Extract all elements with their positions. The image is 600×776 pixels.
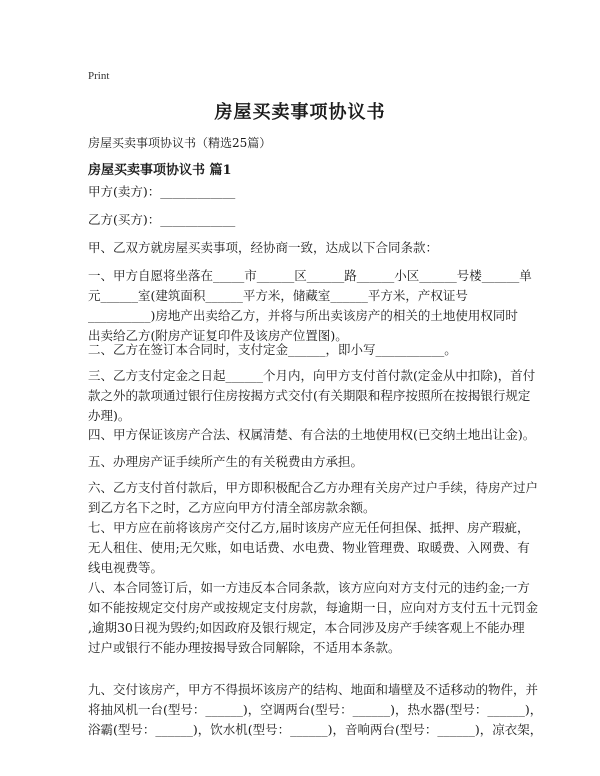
text-line: 出卖给乙方(附房产证复印件及该房产位置图)。 [88,328,348,343]
text-line: 将抽风机一台(型号：______)，空调两台(型号：______)，热水器(型号：______)， [88,702,543,717]
text-line: 五、办理房产证手续所产生的有关税费由方承担。 [88,454,364,469]
text-line: 七、甲方应在前将该房产交付乙方,届时该房产应无任何担保、抵押、房产瑕疵， [88,520,530,535]
text-line: 六、乙方支付首付款后，甲方即积极配合乙方办理有关房产过户手续，待房产过户 [88,480,539,495]
document-title: 房屋买卖事项协议书 [214,102,386,123]
text-line: 线电视费等。 [88,560,164,575]
text-line: 款之外的款项通过银行住房按揭方式交付(有关期限和程序按照所在按揭银行规定 [88,388,531,403]
text-line: 八、本合同签订后，如一方违反本合同条款，该方应向对方支付元的违约金;一方 [88,580,530,595]
text-line: 甲、乙双方就房屋买卖事项，经协商一致，达成以下合同条款： [88,240,439,255]
clause-7 [88,518,530,578]
text-line: 无人租住、使用;无欠账，如电话费、水电费、物业管理费、取暖费、入网费、有 [88,540,530,555]
text-line: 甲方(卖方)：____________ [88,184,236,199]
clause-5 [88,452,518,472]
clause-6 [88,478,539,518]
document-subtitle: 房屋买卖事项协议书（精选25篇） [88,136,272,150]
text-line: __________)房地产出卖给乙方，并将与所出卖该房产的相关的土地使用权同时 [88,308,518,323]
text-line: 如不能按规定交付房产或按规定支付房款，每逾期一日，应向对方支付五十元罚金 [88,600,539,615]
party-b-line [88,210,518,230]
text-line: 一、甲方自愿将坐落在_____市______区______路______小区______号楼______单 [88,268,532,283]
text-line: 元______室(建筑面积______平方米，储藏室______平方米，产权证号 [88,288,468,303]
text-line: 三、乙方支付定金之日起______个月内，向甲方支付首付款(定金从中扣除)，首付 [88,368,536,383]
clause-9 [88,680,543,740]
party-a-line [88,182,518,202]
clause-2 [88,340,518,360]
print-label: Print [88,70,110,82]
text-line: 浴霸(型号：______)，饮水机(型号：______)，音响两台(型号：______)，凉衣架， [88,722,543,737]
text-line: 乙方(买方)：____________ [88,212,236,227]
clause-8 [88,578,539,658]
clause-1 [88,266,532,346]
text-line: 二、乙方在签订本合同时，支付定金______，即小写___________。 [88,342,457,357]
text-line: 四、甲方保证该房产合法、权属清楚、有合法的土地使用权(已交纳土地出让金)。 [88,427,536,442]
text-line: 九、交付该房产，甲方不得损坏该房产的结构、地面和墙壁及不适移动的物件，并 [88,682,539,697]
intro-paragraph [88,238,518,258]
clause-3 [88,366,536,426]
section-title: 房屋买卖事项协议书 篇1 [88,163,232,178]
text-line: 过户或银行不能办理按揭导致合同解除，不适用本条款。 [88,640,401,655]
clause-4 [88,425,536,445]
text-line: 到乙方名下之时，乙方应向甲方付清全部房款余额。 [88,500,376,515]
text-line: 办理)。 [88,408,131,423]
text-line: ,逾期30日视为毁约;如因政府及银行规定，本合同涉及房产手续客观上不能办理 [88,620,525,635]
